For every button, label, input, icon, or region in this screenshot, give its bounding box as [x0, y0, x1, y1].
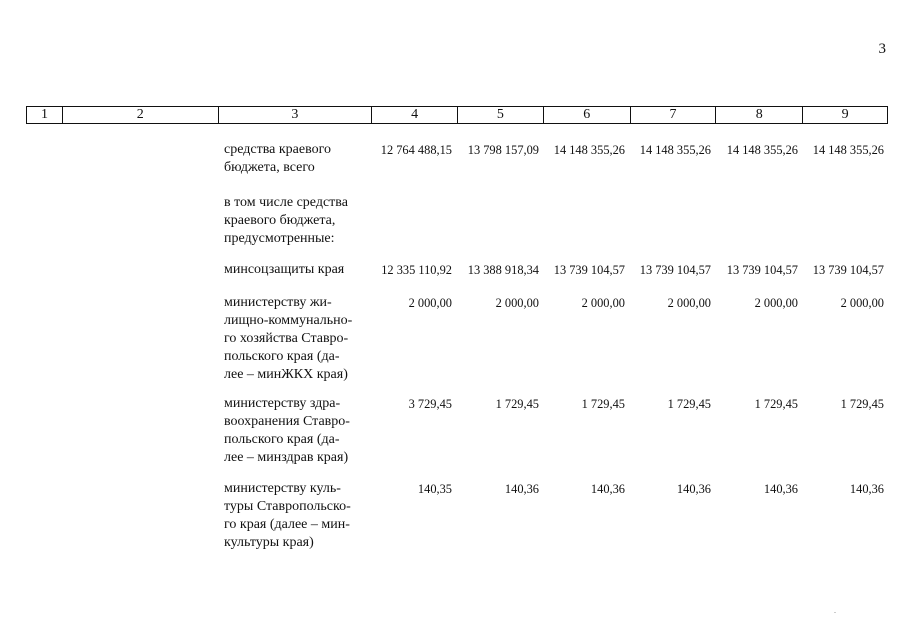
description-line: министерству куль- — [224, 481, 341, 496]
value-col-4: 2 000,00 — [408, 296, 452, 310]
row-description — [224, 480, 364, 552]
value-col-5: 13 388 918,34 — [467, 263, 539, 277]
value-col-8: 14 148 355,26 — [726, 143, 798, 157]
value-col-8: 1 729,45 — [754, 397, 798, 411]
value-col-9: 14 148 355,26 — [812, 143, 884, 157]
value-col-5: 13 798 157,09 — [467, 143, 539, 157]
value-col-7: 140,36 — [676, 482, 711, 496]
row-description — [224, 294, 364, 384]
page-number: 3 — [878, 41, 886, 57]
value-col-6: 1 729,45 — [581, 397, 625, 411]
description-line: туры Ставропольско- — [224, 499, 351, 514]
value-col-5: 2 000,00 — [495, 296, 539, 310]
value-col-5: 140,36 — [504, 482, 539, 496]
header-cell-3: 3 — [219, 107, 373, 123]
value-col-6: 14 148 355,26 — [553, 143, 625, 157]
value-col-6: 140,36 — [590, 482, 625, 496]
description-line: в том числе средства — [224, 195, 348, 210]
value-col-8: 2 000,00 — [754, 296, 798, 310]
description-line: воохранения Ставро- — [224, 414, 350, 429]
value-col-8: 13 739 104,57 — [726, 263, 798, 277]
value-col-8: 140,36 — [763, 482, 798, 496]
description-line: предусмотренные: — [224, 231, 335, 246]
value-col-4: 12 764 488,15 — [380, 143, 452, 157]
description-line: культуры края) — [224, 535, 314, 550]
value-col-4: 3 729,45 — [408, 397, 452, 411]
description-line: бюджета, всего — [224, 160, 315, 175]
header-cell-8: 8 — [716, 107, 803, 123]
value-col-5: 1 729,45 — [495, 397, 539, 411]
description-line: министерству жи- — [224, 295, 332, 310]
description-line: лищно-коммунально- — [224, 313, 353, 328]
header-cell-9: 9 — [841, 107, 849, 122]
value-col-9: 1 729,45 — [840, 397, 884, 411]
value-col-7: 1 729,45 — [667, 397, 711, 411]
value-col-9: 13 739 104,57 — [812, 263, 884, 277]
description-line: министерству здра- — [224, 396, 341, 411]
value-col-7: 13 739 104,57 — [639, 263, 711, 277]
table-header — [26, 106, 888, 124]
description-line: го хозяйства Ставро- — [224, 331, 349, 346]
description-line: го края (далее – мин- — [224, 517, 350, 532]
header-cell-4: 4 — [372, 107, 458, 123]
description-line: лее – минздрав края) — [224, 450, 349, 465]
description-line: средства краевого — [224, 142, 331, 157]
header-cell-5: 5 — [458, 107, 544, 123]
description-line: минсоцзащиты края — [224, 262, 345, 277]
value-col-9: 140,36 — [849, 482, 884, 496]
description-line: польского края (да- — [224, 432, 340, 447]
value-col-6: 13 739 104,57 — [553, 263, 625, 277]
value-col-7: 2 000,00 — [667, 296, 711, 310]
description-line: польского края (да- — [224, 349, 340, 364]
value-col-6: 2 000,00 — [581, 296, 625, 310]
row-description — [224, 194, 364, 248]
value-col-4: 12 335 110,92 — [381, 263, 452, 277]
value-col-7: 14 148 355,26 — [639, 143, 711, 157]
header-cell-1: 1 — [27, 107, 63, 123]
value-col-4: 140,35 — [417, 482, 452, 496]
header-cell-7: 7 — [631, 107, 717, 123]
header-cell-2: 2 — [63, 107, 219, 123]
description-line: лее – минЖКХ края) — [224, 367, 348, 382]
row-description — [224, 261, 364, 279]
value-col-9: 2 000,00 — [840, 296, 884, 310]
description-line: краевого бюджета, — [224, 213, 336, 228]
row-description — [224, 395, 364, 467]
header-cell-6: 6 — [544, 107, 631, 123]
row-description — [224, 141, 364, 177]
scan-speck — [834, 612, 836, 613]
